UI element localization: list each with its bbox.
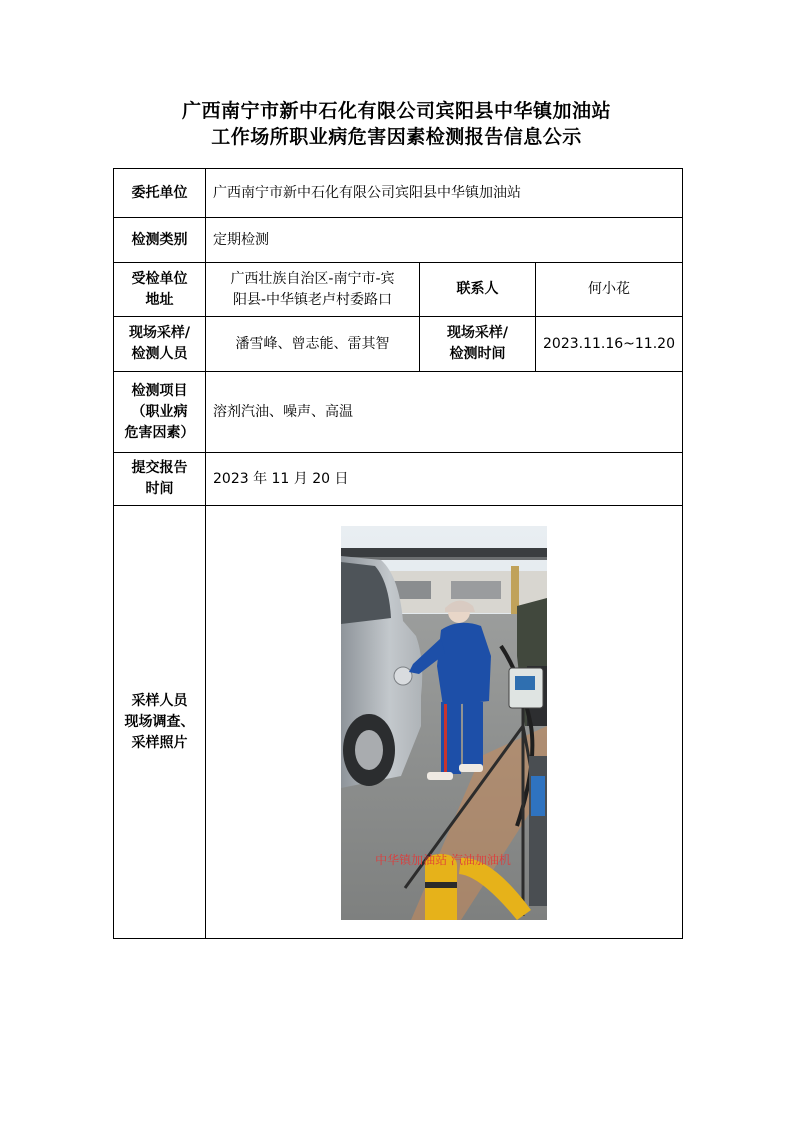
row-report-time	[114, 453, 683, 506]
items-label-line-3: 危害因素）	[124, 424, 195, 441]
document-title-line-2: 工作场所职业病危害因素检测报告信息公示	[211, 126, 582, 148]
row-category	[114, 218, 683, 263]
items-label-line-1: 检测项目	[131, 382, 188, 399]
staff-value: 潘雪峰、曾志能、雷其智	[206, 317, 420, 372]
time-label-line-1: 现场采样/	[446, 325, 509, 341]
contact-value: 何小花	[536, 263, 683, 317]
contact-label: 联系人	[420, 263, 536, 317]
row-staff-time	[114, 317, 683, 372]
report-time-label-line-2: 时间	[145, 481, 174, 497]
client-label: 委托单位	[114, 169, 206, 218]
row-photo	[114, 506, 683, 939]
photo-cell	[206, 506, 683, 939]
photo-label-line-1: 采样人员	[131, 692, 188, 709]
photo-label	[114, 506, 206, 939]
staff-label	[114, 317, 206, 372]
sampling-photo-illustration	[341, 526, 547, 920]
report-time-label	[114, 453, 206, 506]
row-items	[114, 372, 683, 453]
address-value-line-2: 阳县-中华镇老卢村委路口	[232, 291, 393, 308]
address-value	[206, 263, 420, 317]
staff-label-line-2: 检测人员	[131, 346, 188, 362]
row-client	[114, 169, 683, 218]
address-label	[114, 263, 206, 317]
category-value: 定期检测	[206, 218, 683, 263]
sampling-photo	[341, 526, 547, 920]
photo-caption: 中华镇加油站 汽油加油机	[375, 853, 511, 867]
address-label-line-1: 受检单位	[131, 270, 188, 287]
document-title-line-1: 广西南宁市新中石化有限公司宾阳县中华镇加油站	[181, 100, 611, 122]
address-value-line-1: 广西壮族自治区-南宁市-宾	[230, 270, 395, 287]
category-label: 检测类别	[114, 218, 206, 263]
items-label-line-2: （职业病	[131, 403, 188, 420]
staff-label-line-1: 现场采样/	[128, 325, 191, 341]
items-value: 溶剂汽油、噪声、高温	[206, 372, 683, 453]
items-label	[114, 372, 206, 453]
time-label-line-2: 检测时间	[449, 346, 506, 362]
time-label	[420, 317, 536, 372]
report-time-value: 2023 年 11 月 20 日	[206, 453, 683, 506]
photo-label-line-2: 现场调查、	[124, 713, 195, 730]
time-value: 2023.11.16~11.20	[536, 317, 683, 372]
address-label-line-2: 地址	[145, 291, 174, 308]
row-address	[114, 263, 683, 317]
report-time-label-line-1: 提交报告	[131, 460, 188, 476]
client-value: 广西南宁市新中石化有限公司宾阳县中华镇加油站	[206, 169, 683, 218]
photo-label-line-3: 采样照片	[131, 734, 188, 751]
info-table	[113, 168, 683, 939]
